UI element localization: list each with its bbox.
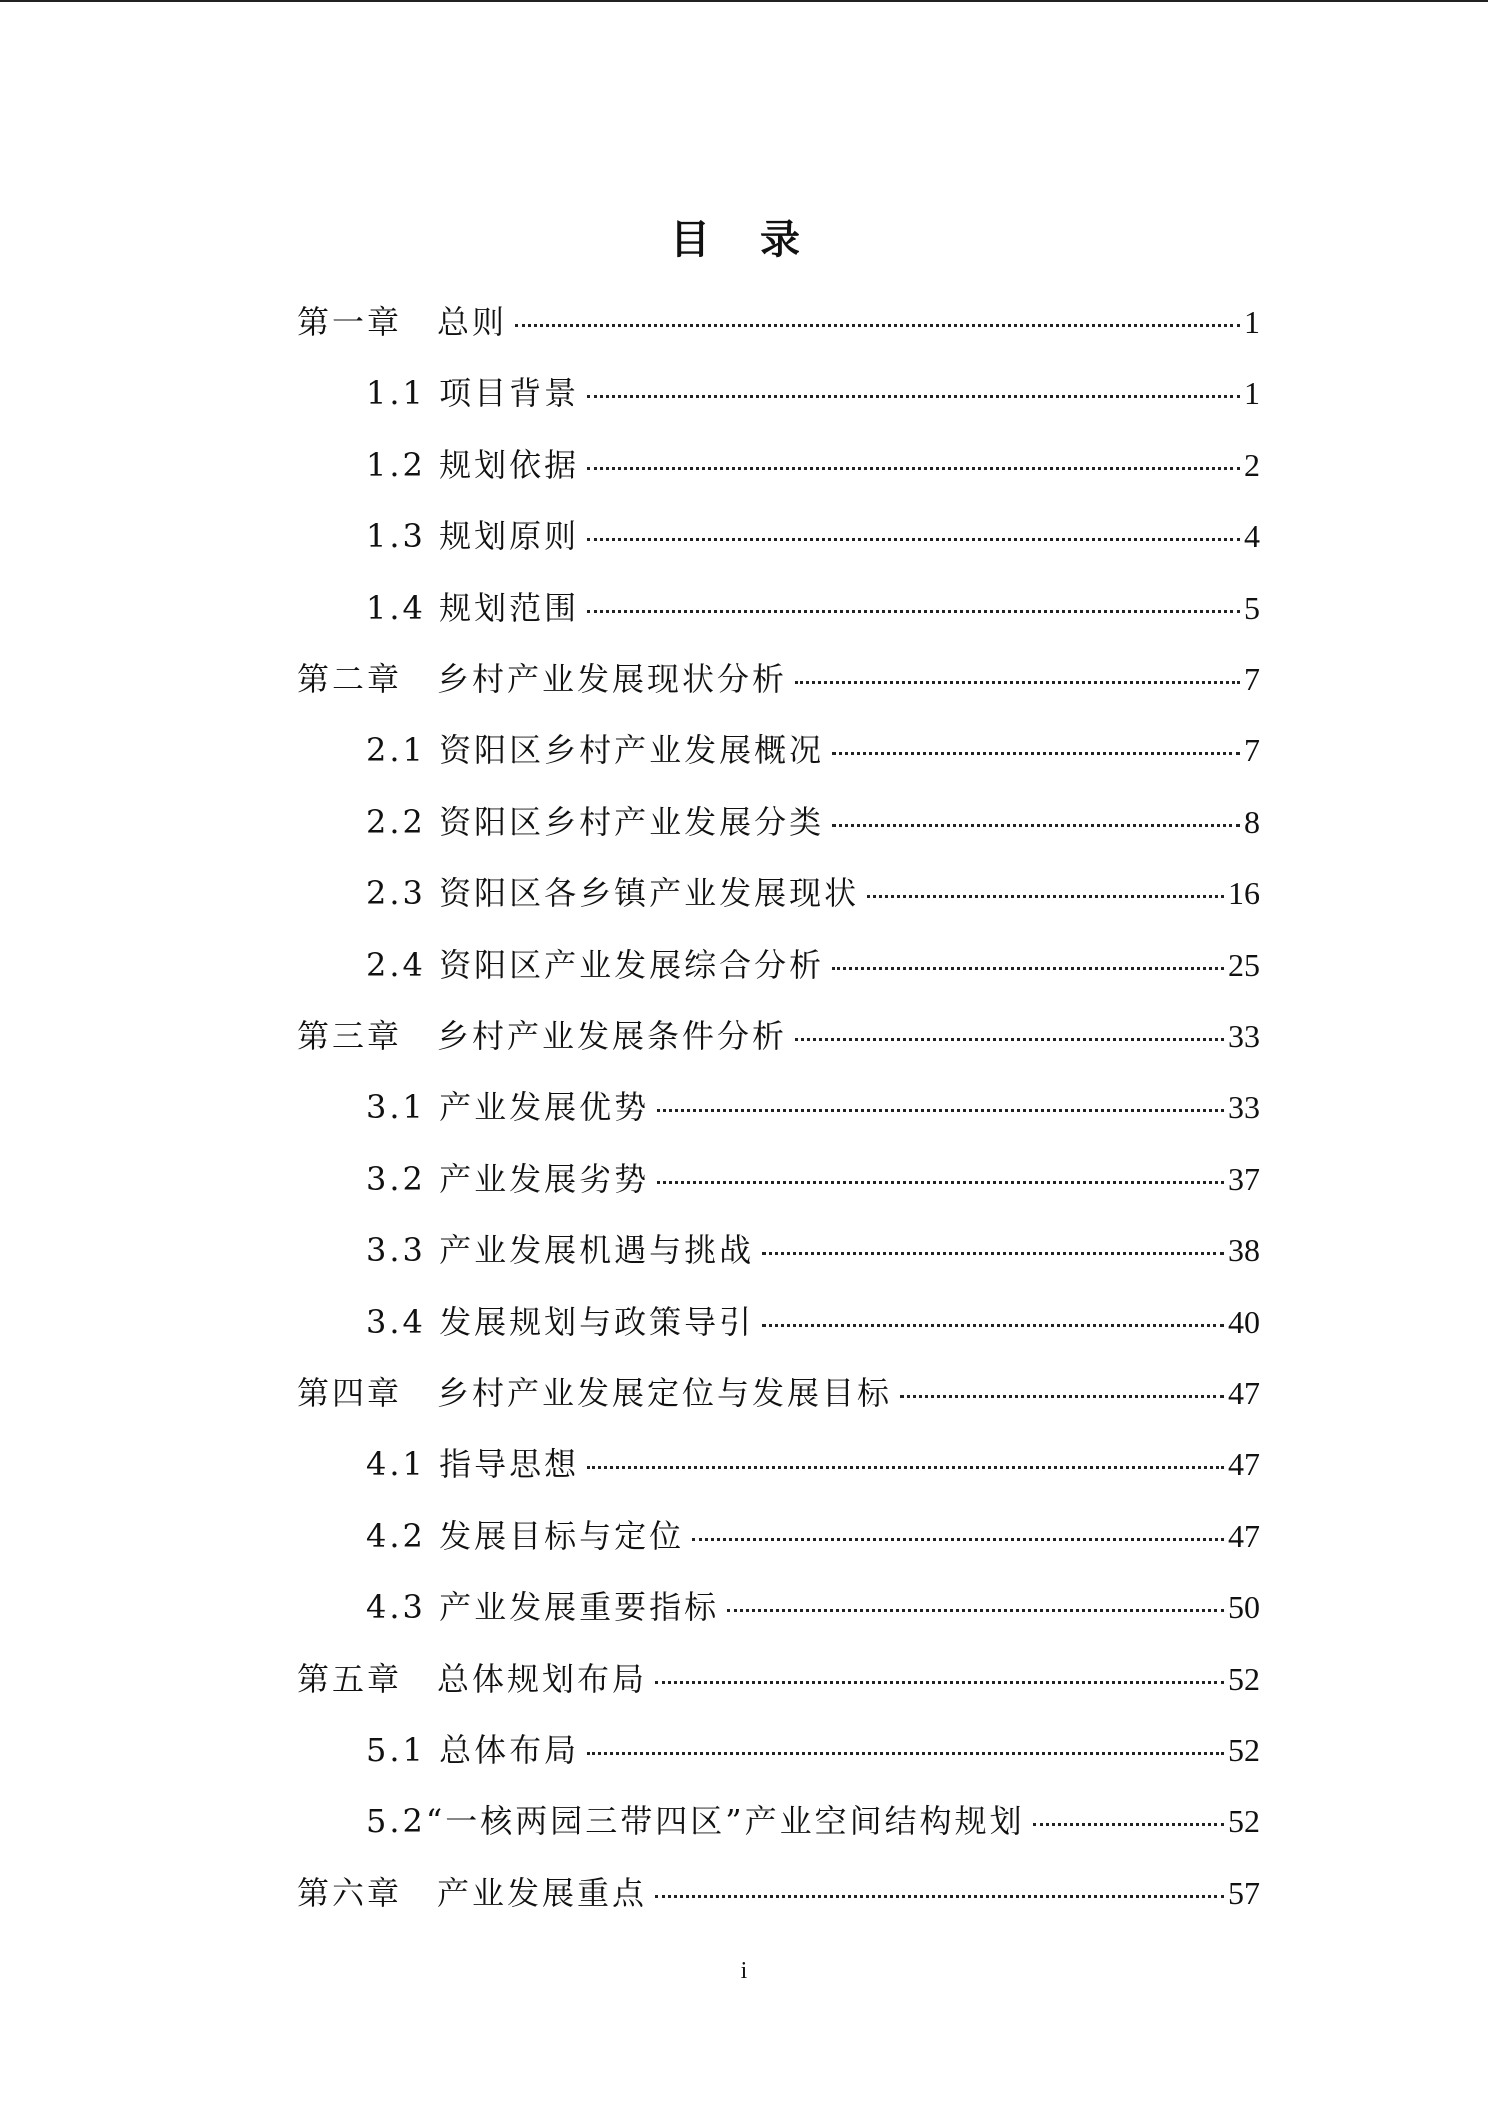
toc-dot-leader <box>692 1538 1224 1541</box>
toc-section-entry[interactable] <box>366 441 1260 489</box>
toc-dot-leader <box>727 1609 1224 1612</box>
toc-entry-page-number: 47 <box>1228 1518 1260 1554</box>
toc-dot-leader <box>832 967 1224 970</box>
toc-section-entry[interactable] <box>366 1512 1260 1560</box>
toc-entry-page-number: 37 <box>1228 1161 1260 1197</box>
toc-section-entry[interactable] <box>366 584 1260 632</box>
toc-dot-leader <box>762 1252 1224 1255</box>
toc-entry-label: 4.3 产业发展重要指标 <box>366 1588 720 1626</box>
toc-section-entry[interactable] <box>366 1797 1260 1845</box>
toc-entry-label: 第一章 总则 <box>297 303 508 341</box>
toc-entry-label: 3.2 产业发展劣势 <box>366 1160 650 1198</box>
toc-dot-leader <box>657 1109 1224 1112</box>
toc-section-entry[interactable] <box>366 1155 1260 1203</box>
toc-entry-label: 5.1 总体布局 <box>366 1731 580 1769</box>
toc-dot-leader <box>587 395 1240 398</box>
toc-entry-page-number: 33 <box>1228 1018 1260 1054</box>
toc-entry-page-number: 7 <box>1244 661 1260 697</box>
toc-dot-leader <box>795 1038 1224 1041</box>
toc-dot-leader <box>867 895 1224 898</box>
toc-chapter-entry[interactable] <box>297 1655 1260 1703</box>
toc-entry-label: 第五章 总体规划布局 <box>297 1660 648 1698</box>
toc-dot-leader <box>587 538 1240 541</box>
toc-section-entry[interactable] <box>366 1298 1260 1346</box>
toc-entry-page-number: 1 <box>1244 375 1260 411</box>
toc-entry-page-number: 7 <box>1244 732 1260 768</box>
toc-entry-label: 1.1 项目背景 <box>366 374 580 412</box>
toc-entry-page-number: 52 <box>1228 1803 1260 1839</box>
toc-dot-leader <box>587 467 1240 470</box>
toc-entry-label: 第三章 乡村产业发展条件分析 <box>297 1017 788 1055</box>
toc-dot-leader <box>515 324 1240 327</box>
toc-entry-page-number: 25 <box>1228 947 1260 983</box>
toc-entry-label: 1.2 规划依据 <box>366 446 580 484</box>
toc-dot-leader <box>1033 1823 1224 1826</box>
toc-entry-label: 4.2 发展目标与定位 <box>366 1517 685 1555</box>
toc-dot-leader <box>832 824 1240 827</box>
toc-entry-page-number: 1 <box>1244 304 1260 340</box>
toc-section-entry[interactable] <box>366 1083 1260 1131</box>
footer-page-number: i <box>740 1958 748 1984</box>
toc-dot-leader <box>657 1181 1224 1184</box>
toc-section-entry[interactable] <box>366 369 1260 417</box>
toc-title: 目 录 <box>670 216 818 263</box>
toc-chapter-entry[interactable] <box>297 298 1260 346</box>
toc-chapter-entry[interactable] <box>297 1869 1260 1917</box>
toc-chapter-entry[interactable] <box>297 1369 1260 1417</box>
toc-entry-label: 3.1 产业发展优势 <box>366 1088 650 1126</box>
toc-entry-page-number: 16 <box>1228 875 1260 911</box>
toc-section-entry[interactable] <box>366 869 1260 917</box>
toc-section-entry[interactable] <box>366 1583 1260 1631</box>
toc-entry-page-number: 2 <box>1244 447 1260 483</box>
toc-entry-page-number: 38 <box>1228 1232 1260 1268</box>
toc-section-entry[interactable] <box>366 798 1260 846</box>
toc-entry-label: 2.2 资阳区乡村产业发展分类 <box>366 803 825 841</box>
toc-section-entry[interactable] <box>366 1440 1260 1488</box>
toc-section-entry[interactable] <box>366 941 1260 989</box>
toc-entry-page-number: 8 <box>1244 804 1260 840</box>
toc-chapter-entry[interactable] <box>297 1012 1260 1060</box>
toc-dot-leader <box>900 1395 1224 1398</box>
toc-entry-label: 2.1 资阳区乡村产业发展概况 <box>366 731 825 769</box>
toc-dot-leader <box>762 1324 1224 1327</box>
toc-entry-label: 5.2“一核两园三带四区”产业空间结构规划 <box>366 1802 1025 1840</box>
toc-entry-page-number: 52 <box>1228 1732 1260 1768</box>
toc-entry-label: 2.3 资阳区各乡镇产业发展现状 <box>366 874 860 912</box>
toc-dot-leader <box>655 1895 1224 1898</box>
toc-entry-label: 3.4 发展规划与政策导引 <box>366 1303 755 1341</box>
toc-entry-page-number: 50 <box>1228 1589 1260 1625</box>
toc-entry-label: 4.1 指导思想 <box>366 1445 580 1483</box>
toc-entry-page-number: 47 <box>1228 1446 1260 1482</box>
toc-section-entry[interactable] <box>366 1226 1260 1274</box>
toc-entry-page-number: 57 <box>1228 1875 1260 1911</box>
toc-entry-label: 1.4 规划范围 <box>366 589 580 627</box>
toc-entry-label: 1.3 规划原则 <box>366 517 580 555</box>
toc-entry-page-number: 47 <box>1228 1375 1260 1411</box>
toc-entry-page-number: 52 <box>1228 1661 1260 1697</box>
toc-dot-leader <box>587 1466 1224 1469</box>
toc-dot-leader <box>587 610 1240 613</box>
toc-entry-page-number: 5 <box>1244 590 1260 626</box>
toc-section-entry[interactable] <box>366 726 1260 774</box>
toc-dot-leader <box>587 1752 1224 1755</box>
toc-section-entry[interactable] <box>366 1726 1260 1774</box>
toc-dot-leader <box>832 752 1240 755</box>
toc-entry-page-number: 40 <box>1228 1304 1260 1340</box>
toc-entry-label: 2.4 资阳区产业发展综合分析 <box>366 946 825 984</box>
toc-entry-page-number: 33 <box>1228 1089 1260 1125</box>
toc-dot-leader <box>795 681 1240 684</box>
toc-entry-label: 第二章 乡村产业发展现状分析 <box>297 660 788 698</box>
toc-entry-label: 第四章 乡村产业发展定位与发展目标 <box>297 1374 893 1412</box>
toc-chapter-entry[interactable] <box>297 655 1260 703</box>
toc-section-entry[interactable] <box>366 512 1260 560</box>
toc-entry-label: 第六章 产业发展重点 <box>297 1874 648 1912</box>
toc-dot-leader <box>655 1681 1224 1684</box>
toc-entry-page-number: 4 <box>1244 518 1260 554</box>
toc-entry-label: 3.3 产业发展机遇与挑战 <box>366 1231 755 1269</box>
